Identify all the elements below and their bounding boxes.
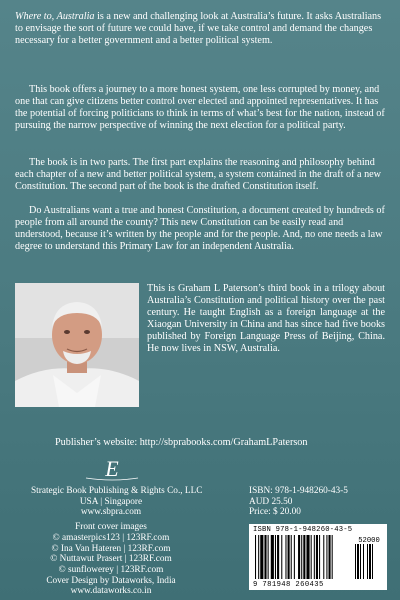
author-bio: This is Graham L Paterson’s third book in a trilogy about Australia’s Constitution and political history over the past century. He taught English as a foreign language at the Xiaogan University in China and has since had five books published by Foreign Language Press of Beijing, China. He now lives in NSW, Australia. (147, 283, 385, 355)
image-credit: © Ina Van Hateren | 123RF.com (51, 543, 171, 554)
image-credit: © amasterpics123 | 123RF.com (52, 532, 170, 543)
barcode-addon-label: 52000 (358, 537, 380, 545)
book-title-italic: Where to, Australia (15, 11, 95, 22)
cover-design-credit: Cover Design by Dataworks, India (46, 575, 176, 586)
author-photo (15, 283, 139, 407)
barcode-isbn-label: ISBN 978-1-948260-43-5 (253, 526, 353, 534)
publisher-info (31, 486, 203, 597)
barcode-number: 9 781948 260435 (253, 581, 324, 589)
designer-url: www.dataworks.co.in (70, 586, 152, 597)
publisher-logo (66, 457, 158, 481)
intro-paragraph-4-text: Do Australians want a true and honest Constitution, a document created by hundreds of people from all around the county? This new Constitution can be easily read and understood, because it’s written by the people and for the people. And, no one needs a law degree to understand this Primary Law for an independent Australia. (15, 205, 385, 253)
publisher-website: Publisher’s website: http://sbprabooks.com/GrahamLPaterson (55, 437, 308, 448)
publisher-name: Strategic Book Publishing & Rights Co., LLC (31, 486, 203, 496)
svg-text:E: E (105, 457, 119, 481)
publisher-location: USA | Singapore (79, 496, 143, 507)
intro-paragraph-4 (15, 205, 385, 253)
intro-paragraph-2 (15, 84, 385, 132)
pricing-info (249, 486, 348, 518)
image-credit: © sunflowerey | 123RF.com (58, 564, 164, 575)
intro-paragraph-3-text: The book is in two parts. The first part explains the reasoning and philosophy behind each chapter of a new and better political system, a system contained in the draft of a new Constitution. The second part of the book is the drafted Constitution itself. (15, 157, 382, 193)
image-credit: © Nuttawut Prasert | 123RF.com (50, 554, 172, 565)
author-portrait-image (15, 283, 139, 407)
isbn-barcode (249, 524, 387, 590)
usd-price: Price: $ 20.00 (249, 507, 301, 518)
intro-paragraph-1-text: is a new and challenging look at Australia’s future. It asks Australians to envisage the sort of future we could have, if we take control and demand the changes necessary for a better government and a better political system. (15, 11, 382, 47)
aud-price: AUD 25.50 (249, 496, 293, 507)
intro-paragraph-3 (15, 157, 385, 193)
publisher-url: www.sbpra.com (80, 507, 142, 518)
isbn-text: ISBN: 978-1-948260-43-5 (249, 486, 348, 496)
intro-paragraph-2-text: This book offers a journey to a more honest system, one less corrupted by money, and one that can give citizens better control over elected and appointed representatives. It has the potential of forcing politicians to think in terms of what’s best for the nation, instead of pursuing the narrow perspective of winning the next election for a political party. (15, 84, 385, 132)
intro-paragraph-1 (15, 11, 385, 47)
cover-images-heading: Front cover images (75, 522, 147, 533)
